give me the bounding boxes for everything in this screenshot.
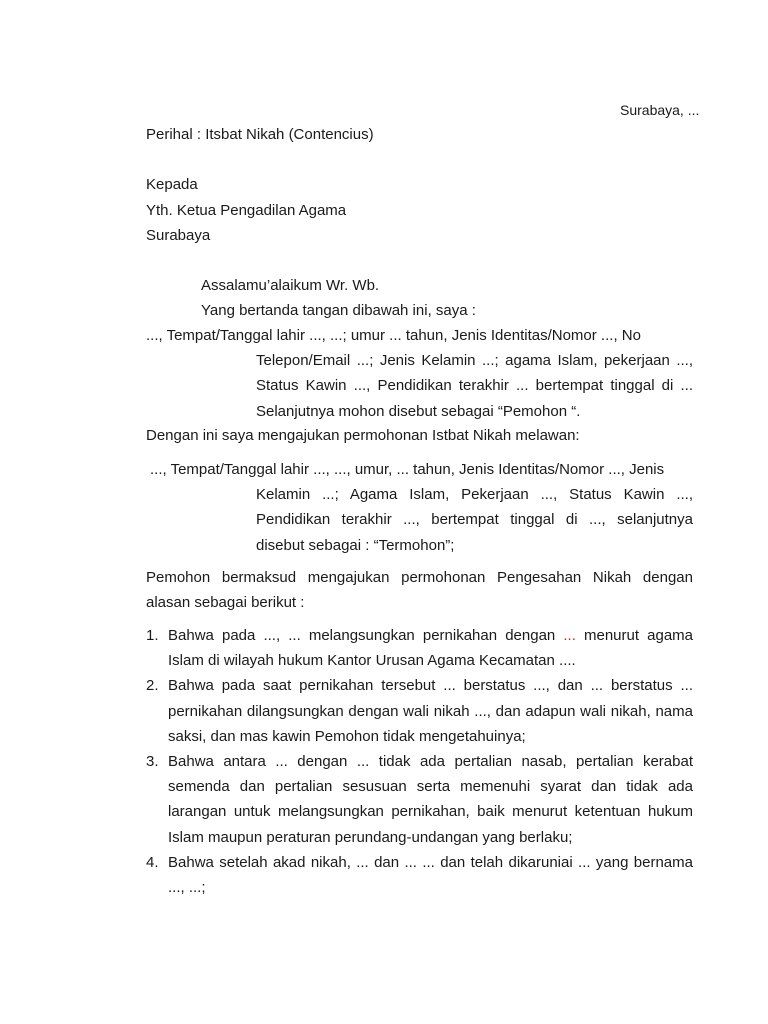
respondent-first-line: ..., Tempat/Tanggal lahir ..., ..., umur, ... tahun, Jenis Identitas/Nomor ..., Jenis [150,461,665,478]
list-item-text: menurut agama Islam di wilayah hukum Kantor Urusan Agama Kecamatan .... [168,627,694,670]
place-date: Surabaya, ... [620,102,700,118]
list-item-number: 2. [146,677,159,695]
reason-intro: Pemohon bermaksud mengajukan permohonan Pengesahan Nikah dengan alasan sebagai berikut : [146,569,693,612]
recipient-line-2: Yth. Ketua Pengadilan Agama [146,202,347,219]
list-item [146,673,693,749]
list-item-number: 4. [146,853,159,871]
list-item-text: Bahwa setelah akad nikah, ... dan ... ... dan telah dikaruniai ... yang bernama ..., ...; [168,853,693,897]
respondent-details: Kelamin ...; Agama Islam, Pekerjaan ..., Status Kawin ..., Pendidikan terakhir ..., bertempat tinggal di ..., selanjutnya disebut sebagai : “Termohon”; [256,486,693,554]
recipient-line-3: Surabaya [146,227,211,244]
petition-line: Dengan ini saya mengajukan permohonan Istbat Nikah melawan: [146,427,580,444]
list-item [146,623,693,673]
list-item [146,749,693,850]
applicant-first-line: ..., Tempat/Tanggal lahir ..., ...; umur ... tahun, Jenis Identitas/Nomor ..., No [146,327,641,344]
list-item-text: Bahwa pada ..., ... melangsungkan pernikahan dengan [168,627,564,644]
greeting: Assalamu’alaikum Wr. Wb. [201,277,380,294]
intro-line: Yang bertanda tangan dibawah ini, saya : [201,302,476,319]
applicant-identity [146,323,693,424]
reasons-list [146,623,693,900]
list-item-text: Bahwa antara ... dengan ... tidak ada pertalian nasab, pertalian kerabat semenda dan pertalian sesusuan serta memenuhi syarat dan tidak ada larangan untuk melangsungkan pernikahan, baik menurut ketentuan hukum Islam maupun peraturan perundang-undangan yang berlaku; [168,753,693,846]
highlighted-placeholder: ... [563,627,576,644]
subject-line: Perihal : Itsbat Nikah (Contencius) [146,126,374,143]
list-item-text: Bahwa pada saat pernikahan tersebut ... berstatus ..., dan ... berstatus ... pernikahan dilangsungkan dengan wali nikah ..., dan adapun wali nikah, nama saksi, dan mas kawin Pemohon tidak mengetahuinya; [168,677,693,745]
list-item-number: 3. [146,753,159,771]
respondent-identity [150,457,693,558]
recipient-line-1: Kepada [146,176,198,193]
list-item-number: 1. [146,627,159,644]
applicant-details: Telepon/Email ...; Jenis Kelamin ...; agama Islam, pekerjaan ..., Status Kawin ..., Pendidikan terakhir ... bertempat tinggal di ... Selanjutnya mohon disebut sebagai “Pemohon “. [256,352,693,420]
list-item [146,850,693,900]
